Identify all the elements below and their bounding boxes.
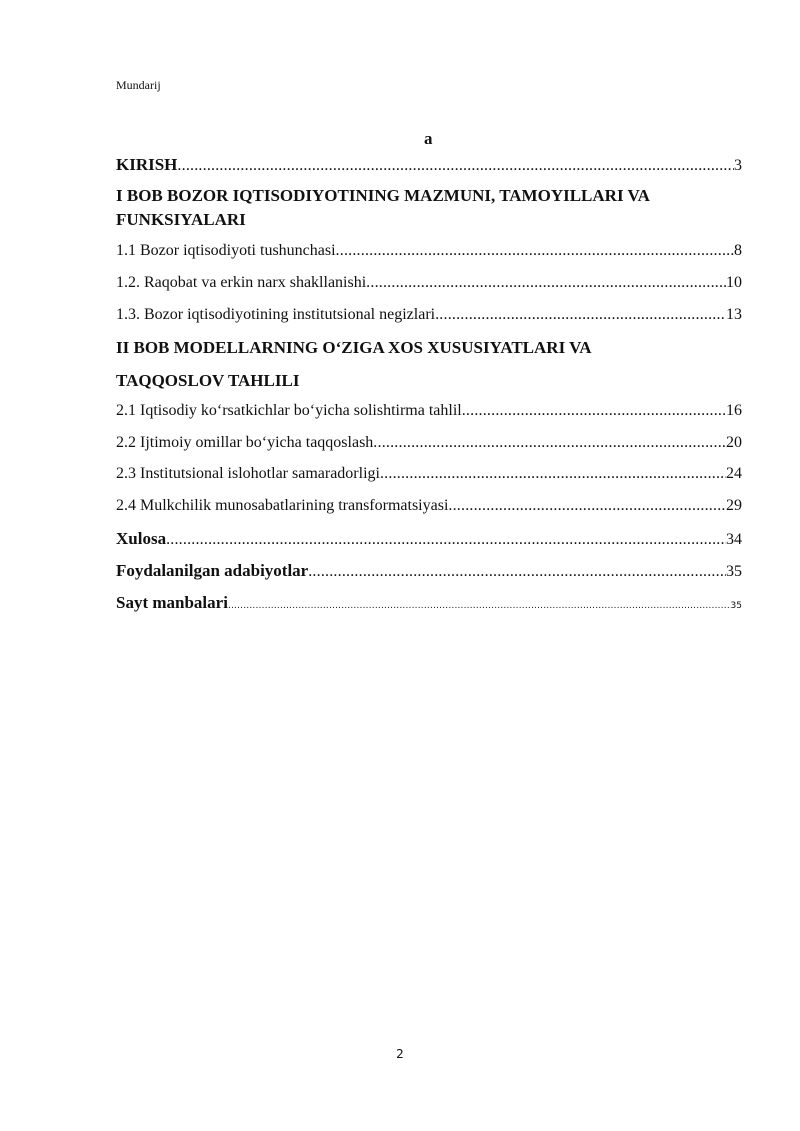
toc-entry-page: 35: [726, 563, 742, 580]
dot-leader: [380, 465, 726, 483]
toc-entry-xulosa[interactable]: [116, 529, 742, 549]
toc-entry-page: 29: [726, 497, 742, 514]
toc-entry-kirish[interactable]: [116, 155, 742, 175]
toc-entry-sayt-manbalari[interactable]: [116, 593, 742, 613]
dot-leader: [228, 601, 731, 611]
toc-entry-label: Foydalanilgan adabiyotlar: [116, 561, 309, 580]
toc-entry-page: 16: [726, 402, 742, 419]
chapter-2-heading-line1[interactable]: II BOB MODELLARNING O‘ZIGA XOS XUSUSIYATLARI VA: [116, 338, 592, 357]
toc-entry-label: 1.1 Bozor iqtisodiyoti tushunchasi: [116, 242, 336, 259]
dot-leader: [448, 497, 726, 515]
toc-entry-page: 34: [726, 531, 742, 548]
dot-leader: [462, 402, 726, 420]
chapter-2-heading-line2[interactable]: TAQQOSLOV TAHLILI: [116, 371, 300, 390]
dot-leader: [435, 306, 726, 324]
dot-leader: [373, 434, 726, 452]
toc-entry-label: 1.2. Raqobat va erkin narx shakllanishi: [116, 274, 367, 291]
toc-entry-label: Xulosa: [116, 529, 167, 548]
toc-entry-1-1[interactable]: [116, 242, 742, 260]
toc-entry-label: 2.2 Ijtimoiy omillar bo‘yicha taqqoslash: [116, 434, 374, 451]
toc-entry-page: 35: [730, 601, 742, 611]
toc-title: a: [424, 129, 433, 148]
dot-leader: [166, 531, 726, 549]
toc-entry-page: 20: [726, 434, 742, 451]
toc-entry-2-4[interactable]: [116, 497, 742, 515]
page-number: 2: [396, 1047, 404, 1061]
dot-leader: [336, 242, 734, 260]
toc-entry-page: 8: [734, 242, 742, 259]
chapter-1-heading[interactable]: I BOB BOZOR IQTISODIYOTINING MAZMUNI, TAMOYILLARI VA FUNKSIYALARI: [116, 186, 649, 229]
toc-entry-label: 2.3 Institutsional islohotlar samaradorligi: [116, 465, 380, 482]
toc-entry-2-1[interactable]: [116, 402, 742, 420]
toc-entry-label: 2.1 Iqtisodiy ko‘rsatkichlar bo‘yicha solishtirma tahlil: [116, 402, 462, 419]
toc-entry-page: 13: [726, 306, 742, 323]
toc-entry-page: 3: [734, 157, 742, 174]
dot-leader: [177, 157, 734, 175]
toc-entry-label: Sayt manbalari: [116, 593, 228, 612]
dot-leader: [308, 563, 726, 581]
toc-entry-page: 24: [726, 465, 742, 482]
toc-entry-adabiyotlar[interactable]: [116, 561, 742, 581]
toc-entry-2-2[interactable]: [116, 434, 742, 452]
toc-entry-label: 1.3. Bozor iqtisodiyotining institutsional negizlari: [116, 306, 436, 323]
page-header: Mundarij: [116, 78, 161, 92]
toc-entry-1-2[interactable]: [116, 274, 742, 292]
dot-leader: [366, 274, 726, 292]
toc-entry-page: 10: [726, 274, 742, 291]
toc-entry-2-3[interactable]: [116, 465, 742, 483]
toc-entry-label: KIRISH: [116, 155, 178, 174]
toc-entry-label: 2.4 Mulkchilik munosabatlarining transformatsiyasi: [116, 497, 449, 514]
toc-entry-1-3[interactable]: [116, 306, 742, 324]
